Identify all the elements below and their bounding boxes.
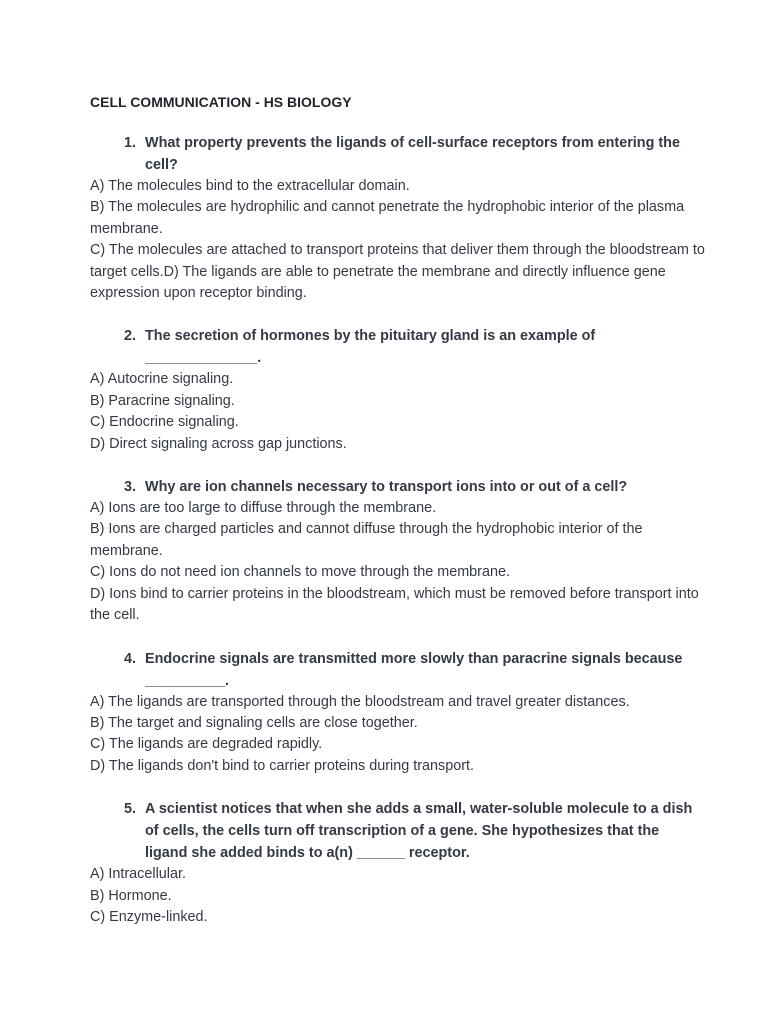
- answer-option-c: C) The molecules are attached to transport proteins that deliver them through the bloodstream to target cells.D) The ligands are able to penetrate the membrane and directly influence gene expression upon receptor binding.: [90, 242, 705, 302]
- question-text: Why are ion channels necessary to transport ions into or out of a cell?: [145, 479, 628, 496]
- question-text-after: .: [257, 350, 262, 367]
- question-prompt: [90, 476, 708, 498]
- question-1: [90, 132, 708, 304]
- answer-option-b: B) The molecules are hydrophilic and cannot penetrate the hydrophobic interior of the plasma membrane.: [90, 199, 685, 237]
- answer-list: [90, 176, 708, 304]
- answer-option-a: A) Ions are too large to diffuse through the membrane.: [90, 500, 437, 517]
- question-text-after: receptor.: [408, 845, 470, 862]
- question-prompt: [90, 132, 708, 176]
- answer-option-b: B) Paracrine signaling.: [90, 392, 235, 409]
- answer-option-d: D) Direct signaling across gap junctions.: [90, 435, 347, 452]
- question-5: [90, 798, 708, 928]
- answer-option-b: B) Ions are charged particles and cannot diffuse through the hydrophobic interior of the membrane.: [90, 521, 643, 559]
- document-title: CELL COMMUNICATION - HS BIOLOGY: [90, 94, 352, 110]
- answer-option-a: A) Intracellular.: [90, 866, 186, 883]
- answer-option-a: A) The molecules bind to the extracellular domain.: [90, 178, 410, 194]
- answer-option-a: A) The ligands are transported through the bloodstream and travel greater distances.: [90, 693, 630, 710]
- answer-list: [90, 498, 708, 626]
- question-text-before: The secretion of hormones by the pituitary gland is an example of: [145, 328, 596, 345]
- question-number: 3.: [123, 479, 136, 496]
- answer-option-c: C) Endocrine signaling.: [90, 414, 239, 431]
- answer-blank: ______: [356, 845, 405, 862]
- question-3: [90, 476, 708, 626]
- answer-option-b: B) The target and signaling cells are close together.: [90, 714, 418, 731]
- question-text-before: A scientist notices that when she adds a small, water-soluble molecule to a dish of cells, the cells turn off transcription of a gene. She hypothesizes that the ligand she added binds to a(n): [145, 801, 693, 862]
- question-prompt: [90, 648, 708, 692]
- answer-list: [90, 864, 708, 928]
- answer-blank: ______________: [145, 350, 258, 367]
- question-prompt: [90, 798, 708, 864]
- question-text: [136, 325, 705, 369]
- question-text: What property prevents the ligands of cell-surface receptors from entering the cell?: [145, 135, 680, 173]
- answer-option-c: C) The ligands are degraded rapidly.: [90, 736, 323, 753]
- answer-option-c: C) Ions do not need ion channels to move through the membrane.: [90, 564, 510, 581]
- question-number: 2.: [123, 328, 136, 345]
- question-prompt: [90, 325, 708, 369]
- question-number: 1.: [123, 135, 136, 151]
- question-2: [90, 325, 708, 455]
- question-text-before: Endocrine signals are transmitted more slowly than paracrine signals because: [145, 650, 683, 667]
- question-text: [136, 798, 705, 864]
- question-text-after: .: [225, 672, 230, 689]
- answer-option-b: B) Hormone.: [90, 887, 172, 904]
- answer-option-c: C) Enzyme-linked.: [90, 908, 208, 925]
- answer-list: [90, 692, 708, 778]
- answer-option-a: A) Autocrine signaling.: [90, 371, 234, 388]
- question-number: 5.: [123, 801, 136, 818]
- answer-blank: __________: [145, 672, 226, 689]
- answer-list: [90, 369, 708, 455]
- question-text: [136, 648, 705, 692]
- question-number: 4.: [123, 650, 136, 667]
- answer-option-d: D) The ligands don't bind to carrier proteins during transport.: [90, 757, 475, 774]
- question-4: [90, 648, 708, 778]
- answer-option-d: D) Ions bind to carrier proteins in the bloodstream, which must be removed before transport into the cell.: [90, 585, 699, 624]
